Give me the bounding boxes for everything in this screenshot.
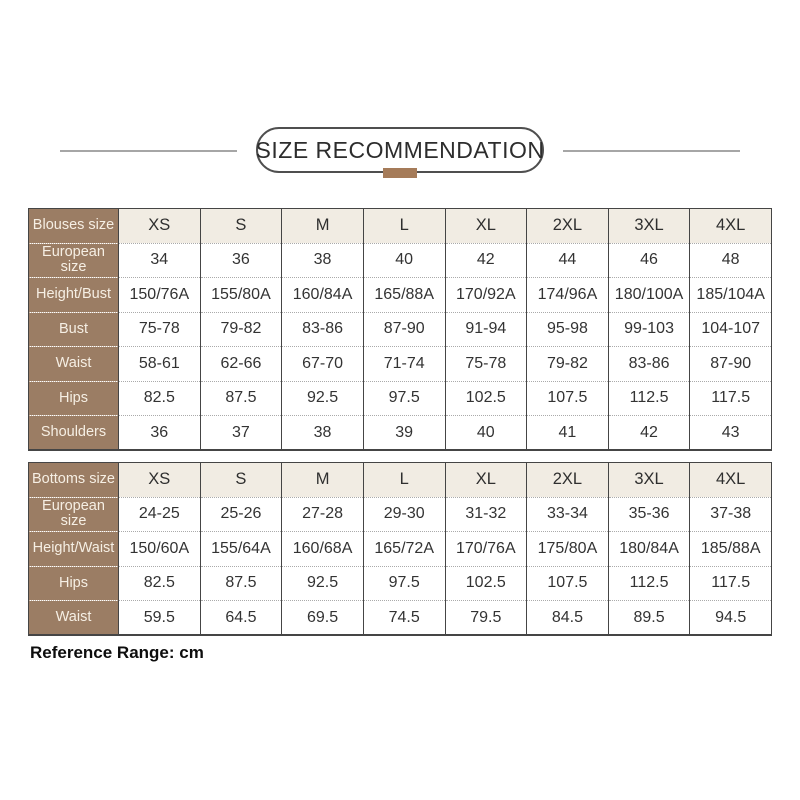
value-cell: 180/84A	[608, 532, 690, 567]
value-cell: 38	[282, 416, 364, 451]
value-cell: 99-103	[608, 312, 690, 347]
value-cell: 35-36	[608, 497, 690, 532]
size-header-cell: L	[363, 209, 445, 244]
value-cell: 92.5	[282, 381, 364, 416]
value-cell: 170/92A	[445, 278, 527, 313]
size-header-cell: 3XL	[608, 209, 690, 244]
value-cell: 155/80A	[200, 278, 282, 313]
size-header-cell: XS	[119, 463, 201, 498]
row-label: European size	[29, 243, 119, 278]
blouses-size-table	[28, 208, 772, 451]
row-label: Bottoms size	[29, 463, 119, 498]
value-cell: 27-28	[282, 497, 364, 532]
row-label: Hips	[29, 381, 119, 416]
value-cell: 36	[119, 416, 201, 451]
size-header-cell: XL	[445, 209, 527, 244]
value-cell: 74.5	[363, 601, 445, 636]
row-label: Blouses size	[29, 209, 119, 244]
size-header-cell: 3XL	[608, 463, 690, 498]
value-cell: 94.5	[690, 601, 772, 636]
title-decor-line-right	[563, 150, 740, 152]
title-underline-tab	[383, 168, 417, 178]
value-cell: 84.5	[527, 601, 609, 636]
value-cell: 160/68A	[282, 532, 364, 567]
value-cell: 37	[200, 416, 282, 451]
table-row	[29, 416, 772, 451]
table-row	[29, 312, 772, 347]
value-cell: 40	[445, 416, 527, 451]
value-cell: 62-66	[200, 347, 282, 382]
value-cell: 36	[200, 243, 282, 278]
value-cell: 92.5	[282, 566, 364, 601]
size-header-cell: M	[282, 463, 364, 498]
table-row	[29, 209, 772, 244]
table-row	[29, 381, 772, 416]
value-cell: 59.5	[119, 601, 201, 636]
value-cell: 82.5	[119, 566, 201, 601]
size-header-cell: M	[282, 209, 364, 244]
row-label: Height/Bust	[29, 278, 119, 313]
value-cell: 170/76A	[445, 532, 527, 567]
value-cell: 33-34	[527, 497, 609, 532]
bottoms-size-table	[28, 462, 772, 636]
value-cell: 117.5	[690, 381, 772, 416]
value-cell: 91-94	[445, 312, 527, 347]
value-cell: 58-61	[119, 347, 201, 382]
title-decor-line-left	[60, 150, 237, 152]
value-cell: 34	[119, 243, 201, 278]
value-cell: 38	[282, 243, 364, 278]
table-row	[29, 566, 772, 601]
value-cell: 87-90	[690, 347, 772, 382]
value-cell: 48	[690, 243, 772, 278]
table-row	[29, 278, 772, 313]
value-cell: 97.5	[363, 381, 445, 416]
value-cell: 180/100A	[608, 278, 690, 313]
value-cell: 117.5	[690, 566, 772, 601]
value-cell: 112.5	[608, 566, 690, 601]
value-cell: 46	[608, 243, 690, 278]
row-label: Bust	[29, 312, 119, 347]
size-header-cell: XS	[119, 209, 201, 244]
reference-range-note: Reference Range: cm	[30, 643, 204, 662]
value-cell: 112.5	[608, 381, 690, 416]
value-cell: 95-98	[527, 312, 609, 347]
page-title: SIZE RECOMMENDATION	[255, 136, 545, 163]
size-header-cell: 4XL	[690, 463, 772, 498]
value-cell: 71-74	[363, 347, 445, 382]
row-label: Shoulders	[29, 416, 119, 451]
value-cell: 87-90	[363, 312, 445, 347]
title-box	[256, 127, 544, 173]
value-cell: 185/104A	[690, 278, 772, 313]
value-cell: 29-30	[363, 497, 445, 532]
value-cell: 69.5	[282, 601, 364, 636]
table-row	[29, 601, 772, 636]
value-cell: 79.5	[445, 601, 527, 636]
value-cell: 39	[363, 416, 445, 451]
value-cell: 75-78	[119, 312, 201, 347]
value-cell: 185/88A	[690, 532, 772, 567]
size-header-cell: 2XL	[527, 209, 609, 244]
value-cell: 165/72A	[363, 532, 445, 567]
row-label: European size	[29, 497, 119, 532]
value-cell: 89.5	[608, 601, 690, 636]
value-cell: 83-86	[282, 312, 364, 347]
value-cell: 83-86	[608, 347, 690, 382]
value-cell: 42	[445, 243, 527, 278]
table-row	[29, 243, 772, 278]
value-cell: 155/64A	[200, 532, 282, 567]
value-cell: 87.5	[200, 381, 282, 416]
value-cell: 165/88A	[363, 278, 445, 313]
value-cell: 37-38	[690, 497, 772, 532]
value-cell: 104-107	[690, 312, 772, 347]
value-cell: 75-78	[445, 347, 527, 382]
value-cell: 160/84A	[282, 278, 364, 313]
value-cell: 79-82	[527, 347, 609, 382]
value-cell: 107.5	[527, 381, 609, 416]
table-row	[29, 532, 772, 567]
value-cell: 102.5	[445, 566, 527, 601]
row-label: Height/Waist	[29, 532, 119, 567]
value-cell: 44	[527, 243, 609, 278]
table-row	[29, 497, 772, 532]
value-cell: 41	[527, 416, 609, 451]
value-cell: 82.5	[119, 381, 201, 416]
table-row	[29, 463, 772, 498]
value-cell: 40	[363, 243, 445, 278]
value-cell: 102.5	[445, 381, 527, 416]
value-cell: 107.5	[527, 566, 609, 601]
row-label: Waist	[29, 347, 119, 382]
value-cell: 174/96A	[527, 278, 609, 313]
value-cell: 79-82	[200, 312, 282, 347]
size-header-cell: L	[363, 463, 445, 498]
value-cell: 87.5	[200, 566, 282, 601]
value-cell: 150/76A	[119, 278, 201, 313]
value-cell: 64.5	[200, 601, 282, 636]
value-cell: 42	[608, 416, 690, 451]
size-header-cell: 2XL	[527, 463, 609, 498]
row-label: Hips	[29, 566, 119, 601]
size-header-cell: S	[200, 209, 282, 244]
value-cell: 24-25	[119, 497, 201, 532]
size-header-cell: 4XL	[690, 209, 772, 244]
row-label: Waist	[29, 601, 119, 636]
value-cell: 97.5	[363, 566, 445, 601]
size-header-cell: XL	[445, 463, 527, 498]
value-cell: 175/80A	[527, 532, 609, 567]
table-row	[29, 347, 772, 382]
value-cell: 25-26	[200, 497, 282, 532]
value-cell: 150/60A	[119, 532, 201, 567]
value-cell: 67-70	[282, 347, 364, 382]
value-cell: 43	[690, 416, 772, 451]
value-cell: 31-32	[445, 497, 527, 532]
size-header-cell: S	[200, 463, 282, 498]
